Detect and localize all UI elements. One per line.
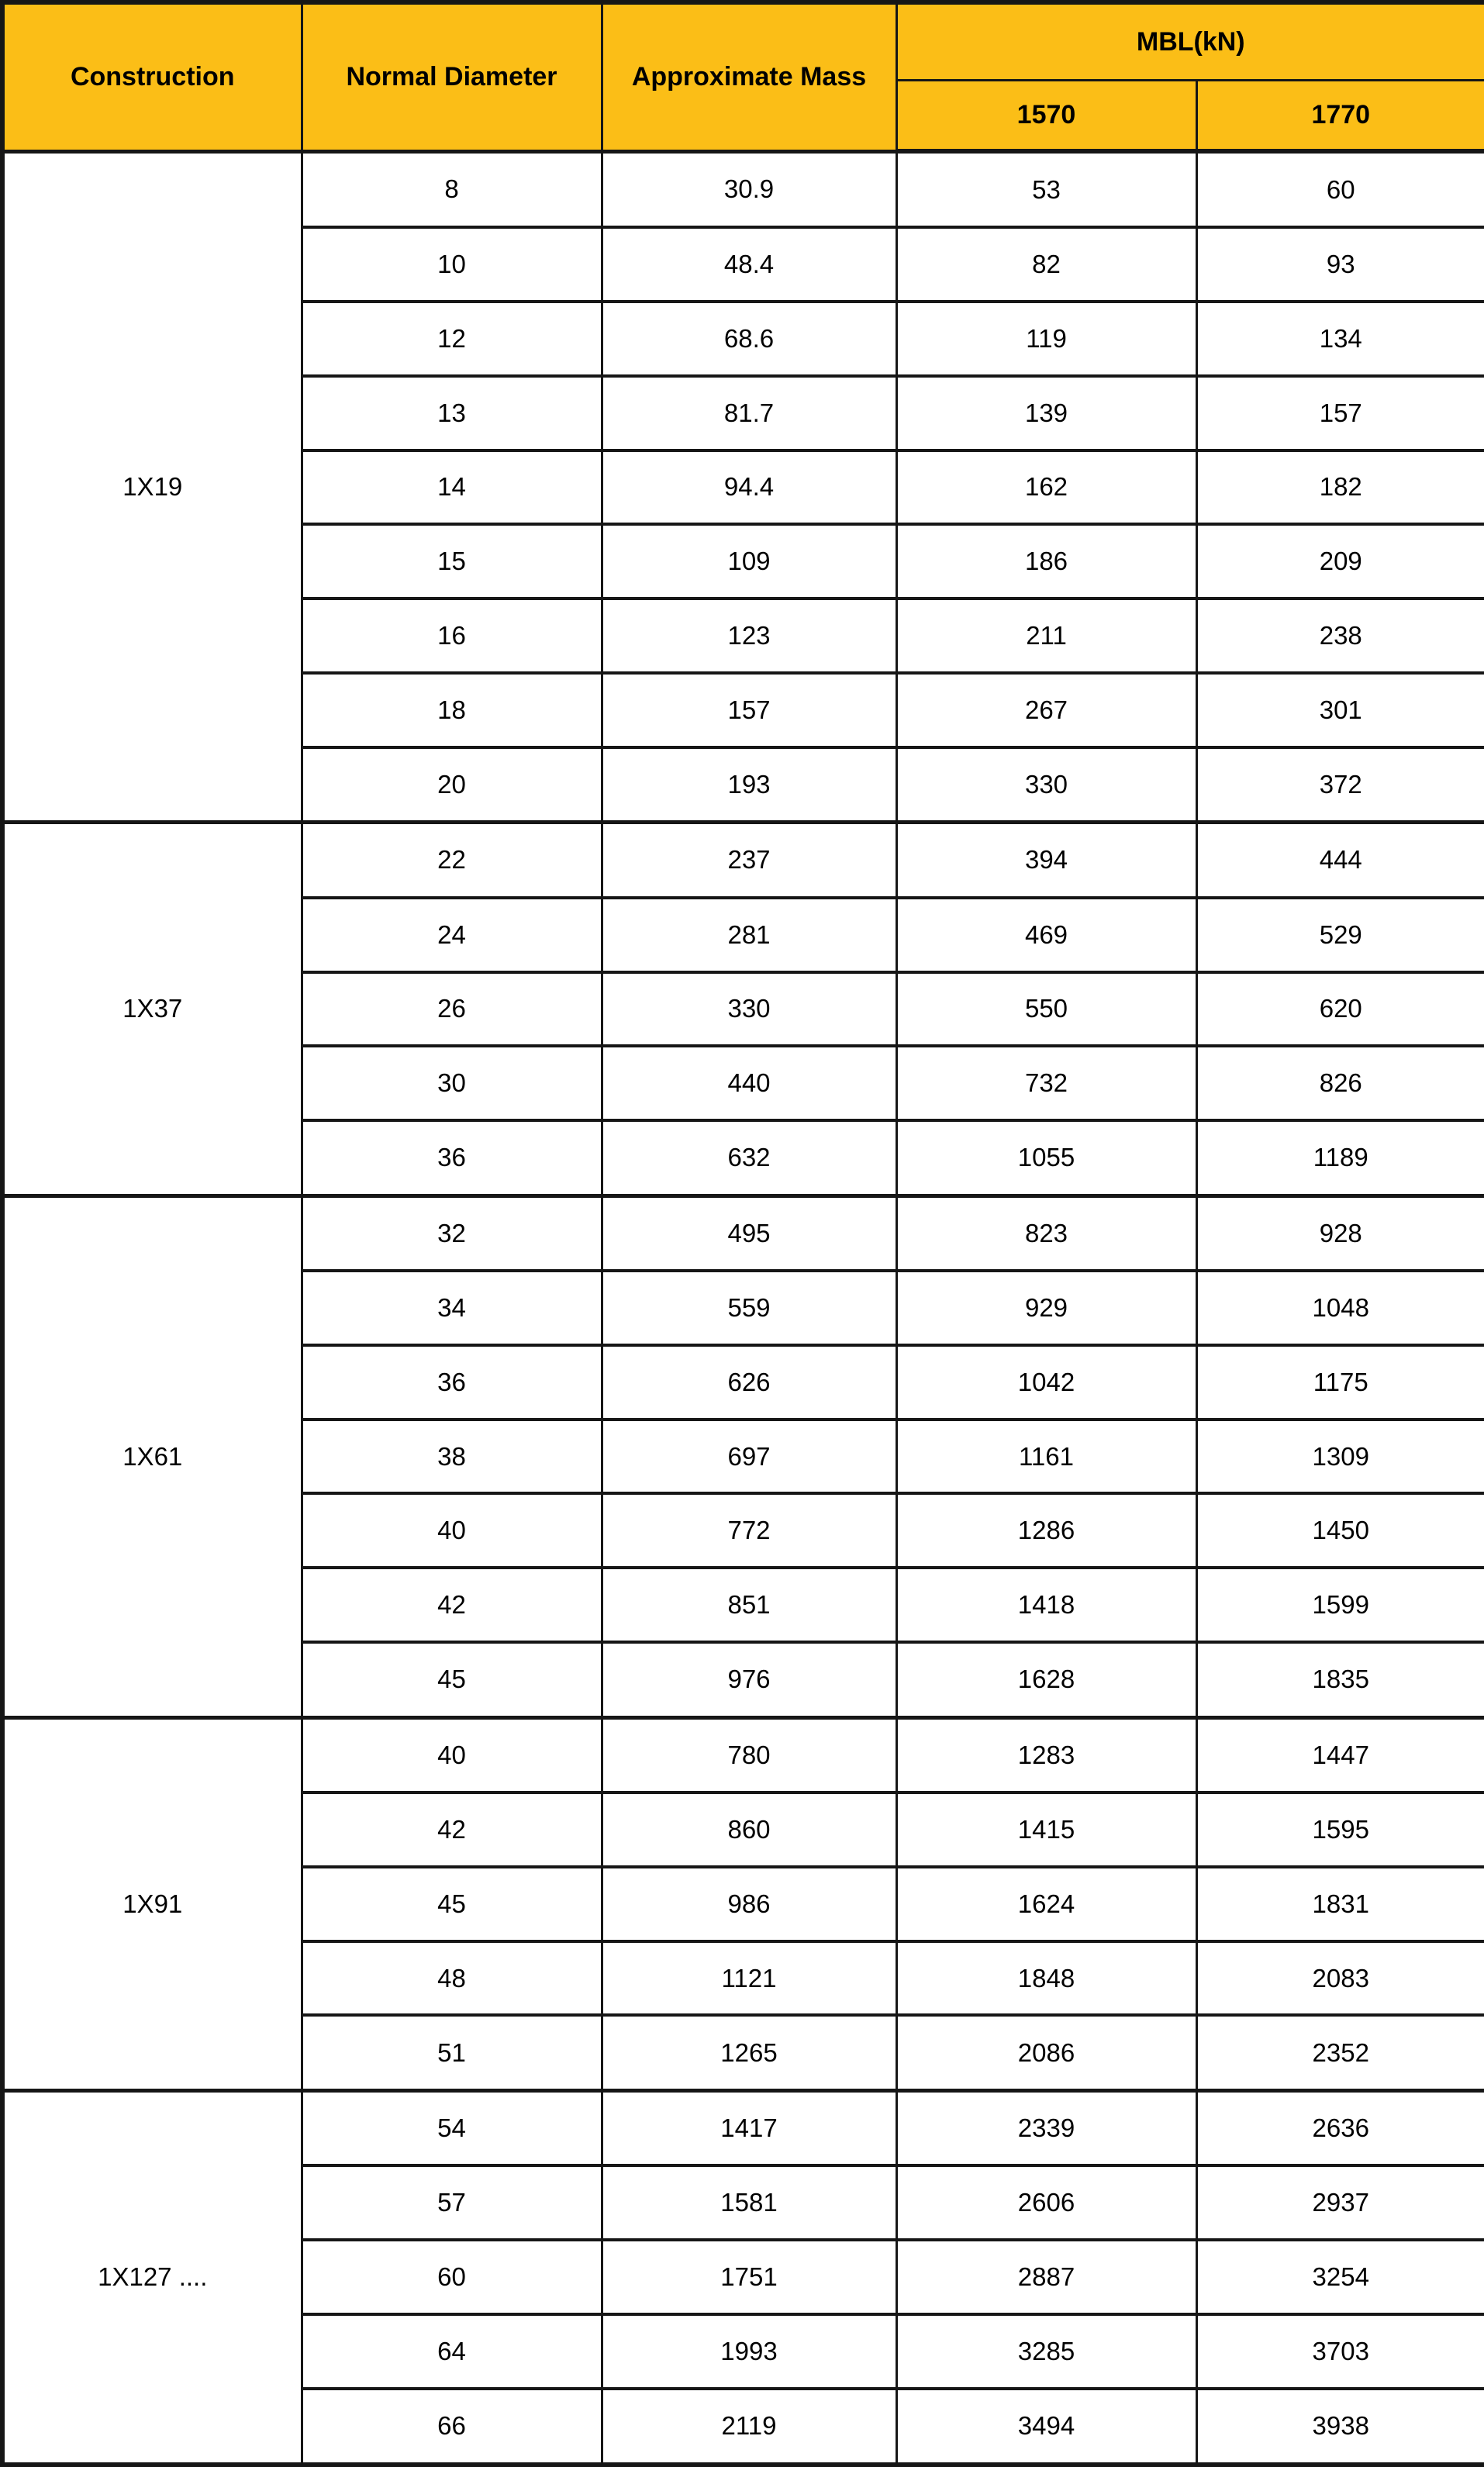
- construction-group-label: 1X19: [2, 151, 302, 823]
- mbl-grade-1770-header: 1770: [1196, 80, 1484, 151]
- mbl-1570-cell: 2339: [896, 2090, 1196, 2165]
- mbl-1770-cell: 1175: [1196, 1345, 1484, 1420]
- mbl-1570-cell: 469: [896, 898, 1196, 972]
- mass-cell: 772: [602, 1493, 896, 1568]
- diameter-cell: 16: [302, 599, 602, 673]
- diameter-cell: 51: [302, 2015, 602, 2090]
- construction-column-header: Construction: [2, 2, 302, 151]
- mass-cell: 986: [602, 1867, 896, 1941]
- mbl-1570-cell: 1161: [896, 1420, 1196, 1494]
- mbl-1770-cell: 2937: [1196, 2165, 1484, 2240]
- mass-cell: 632: [602, 1120, 896, 1196]
- mass-cell: 1265: [602, 2015, 896, 2090]
- mass-cell: 109: [602, 524, 896, 599]
- diameter-cell: 32: [302, 1196, 602, 1271]
- mbl-1570-cell: 2887: [896, 2240, 1196, 2314]
- diameter-cell: 60: [302, 2240, 602, 2314]
- diameter-cell: 42: [302, 1568, 602, 1642]
- mass-cell: 976: [602, 1642, 896, 1717]
- mass-cell: 157: [602, 673, 896, 747]
- mass-cell: 281: [602, 898, 896, 972]
- mbl-1570-cell: 1055: [896, 1120, 1196, 1196]
- mass-cell: 2119: [602, 2389, 896, 2465]
- table-row: [2, 1196, 1484, 1271]
- mbl-1770-cell: 620: [1196, 972, 1484, 1047]
- mass-cell: 1751: [602, 2240, 896, 2314]
- mbl-1570-cell: 394: [896, 823, 1196, 898]
- table-row: [2, 1717, 1484, 1792]
- diameter-cell: 64: [302, 2314, 602, 2389]
- mbl-1570-cell: 823: [896, 1196, 1196, 1271]
- mass-cell: 559: [602, 1271, 896, 1345]
- mbl-1770-cell: 1048: [1196, 1271, 1484, 1345]
- diameter-cell: 45: [302, 1867, 602, 1941]
- mbl-1770-cell: 444: [1196, 823, 1484, 898]
- mbl-1770-cell: 372: [1196, 747, 1484, 823]
- mass-cell: 440: [602, 1046, 896, 1120]
- mbl-1770-cell: 2083: [1196, 1941, 1484, 2016]
- mbl-1770-cell: 134: [1196, 302, 1484, 376]
- table-row: [2, 823, 1484, 898]
- mbl-1570-cell: 1415: [896, 1792, 1196, 1867]
- mbl-1770-cell: 2352: [1196, 2015, 1484, 2090]
- mbl-group-header: MBL(kN): [896, 2, 1484, 80]
- diameter-cell: 18: [302, 673, 602, 747]
- diameter-cell: 12: [302, 302, 602, 376]
- mbl-1570-cell: 186: [896, 524, 1196, 599]
- mbl-1570-cell: 929: [896, 1271, 1196, 1345]
- mbl-1570-cell: 1624: [896, 1867, 1196, 1941]
- mbl-1770-cell: 1450: [1196, 1493, 1484, 1568]
- header-row-main: [2, 2, 1484, 80]
- construction-group-label: 1X91: [2, 1717, 302, 2090]
- mbl-1570-cell: 330: [896, 747, 1196, 823]
- mbl-1770-cell: 1599: [1196, 1568, 1484, 1642]
- mass-cell: 697: [602, 1420, 896, 1494]
- diameter-cell: 26: [302, 972, 602, 1047]
- mbl-1770-cell: 1835: [1196, 1642, 1484, 1717]
- mbl-1770-cell: 157: [1196, 376, 1484, 450]
- mass-cell: 1417: [602, 2090, 896, 2165]
- diameter-cell: 20: [302, 747, 602, 823]
- diameter-cell: 66: [302, 2389, 602, 2465]
- mass-cell: 330: [602, 972, 896, 1047]
- mbl-1770-cell: 928: [1196, 1196, 1484, 1271]
- mbl-1770-cell: 1189: [1196, 1120, 1484, 1196]
- diameter-cell: 48: [302, 1941, 602, 2016]
- mbl-1770-cell: 3938: [1196, 2389, 1484, 2465]
- diameter-cell: 36: [302, 1120, 602, 1196]
- diameter-cell: 10: [302, 227, 602, 302]
- diameter-cell: 40: [302, 1493, 602, 1568]
- diameter-cell: 15: [302, 524, 602, 599]
- mass-cell: 851: [602, 1568, 896, 1642]
- mbl-1770-cell: 60: [1196, 151, 1484, 227]
- mass-cell: 860: [602, 1792, 896, 1867]
- mbl-1770-cell: 1831: [1196, 1867, 1484, 1941]
- mbl-1570-cell: 1848: [896, 1941, 1196, 2016]
- mbl-1770-cell: 182: [1196, 450, 1484, 525]
- mbl-1770-cell: 3703: [1196, 2314, 1484, 2389]
- mbl-1570-cell: 267: [896, 673, 1196, 747]
- diameter-cell: 38: [302, 1420, 602, 1494]
- mbl-1570-cell: 1286: [896, 1493, 1196, 1568]
- mass-cell: 1993: [602, 2314, 896, 2389]
- diameter-cell: 14: [302, 450, 602, 525]
- mbl-1570-cell: 82: [896, 227, 1196, 302]
- mbl-1570-cell: 2606: [896, 2165, 1196, 2240]
- mbl-1770-cell: 1447: [1196, 1717, 1484, 1792]
- mass-cell: 81.7: [602, 376, 896, 450]
- mass-cell: 68.6: [602, 302, 896, 376]
- mbl-1570-cell: 3494: [896, 2389, 1196, 2465]
- table-row: [2, 2090, 1484, 2165]
- diameter-cell: 45: [302, 1642, 602, 1717]
- mbl-1570-cell: 162: [896, 450, 1196, 525]
- mbl-1570-cell: 732: [896, 1046, 1196, 1120]
- diameter-cell: 34: [302, 1271, 602, 1345]
- mbl-1570-cell: 139: [896, 376, 1196, 450]
- mass-cell: 780: [602, 1717, 896, 1792]
- mass-cell: 237: [602, 823, 896, 898]
- table-header: [2, 2, 1484, 151]
- diameter-cell: 36: [302, 1345, 602, 1420]
- mbl-1770-cell: 2636: [1196, 2090, 1484, 2165]
- construction-group-label: 1X61: [2, 1196, 302, 1717]
- approximate-mass-column-header: Approximate Mass: [602, 2, 896, 151]
- mbl-1770-cell: 3254: [1196, 2240, 1484, 2314]
- diameter-cell: 8: [302, 151, 602, 227]
- diameter-cell: 57: [302, 2165, 602, 2240]
- construction-group-label: 1X37: [2, 823, 302, 1196]
- mbl-1570-cell: 3285: [896, 2314, 1196, 2389]
- mbl-1570-cell: 53: [896, 151, 1196, 227]
- mass-cell: 48.4: [602, 227, 896, 302]
- table-row: [2, 151, 1484, 227]
- mbl-1770-cell: 209: [1196, 524, 1484, 599]
- diameter-cell: 54: [302, 2090, 602, 2165]
- mass-cell: 1581: [602, 2165, 896, 2240]
- mass-cell: 495: [602, 1196, 896, 1271]
- mbl-1770-cell: 529: [1196, 898, 1484, 972]
- diameter-cell: 40: [302, 1717, 602, 1792]
- mbl-1570-cell: 1418: [896, 1568, 1196, 1642]
- mbl-1570-cell: 211: [896, 599, 1196, 673]
- mbl-1770-cell: 93: [1196, 227, 1484, 302]
- mbl-1570-cell: 1283: [896, 1717, 1196, 1792]
- mbl-grade-1570-header: 1570: [896, 80, 1196, 151]
- normal-diameter-column-header: Normal Diameter: [302, 2, 602, 151]
- diameter-cell: 42: [302, 1792, 602, 1867]
- mbl-1570-cell: 2086: [896, 2015, 1196, 2090]
- mass-cell: 193: [602, 747, 896, 823]
- diameter-cell: 13: [302, 376, 602, 450]
- diameter-cell: 24: [302, 898, 602, 972]
- mbl-1570-cell: 1042: [896, 1345, 1196, 1420]
- mass-cell: 1121: [602, 1941, 896, 2016]
- mass-cell: 94.4: [602, 450, 896, 525]
- mbl-1770-cell: 1595: [1196, 1792, 1484, 1867]
- mbl-1570-cell: 1628: [896, 1642, 1196, 1717]
- mbl-1770-cell: 826: [1196, 1046, 1484, 1120]
- mbl-1570-cell: 119: [896, 302, 1196, 376]
- table-body: [2, 151, 1484, 2465]
- construction-group-label: 1X127 ....: [2, 2090, 302, 2465]
- mass-cell: 123: [602, 599, 896, 673]
- mbl-1770-cell: 301: [1196, 673, 1484, 747]
- mbl-1770-cell: 238: [1196, 599, 1484, 673]
- mbl-1570-cell: 550: [896, 972, 1196, 1047]
- mass-cell: 626: [602, 1345, 896, 1420]
- diameter-cell: 22: [302, 823, 602, 898]
- mass-cell: 30.9: [602, 151, 896, 227]
- mbl-1770-cell: 1309: [1196, 1420, 1484, 1494]
- diameter-cell: 30: [302, 1046, 602, 1120]
